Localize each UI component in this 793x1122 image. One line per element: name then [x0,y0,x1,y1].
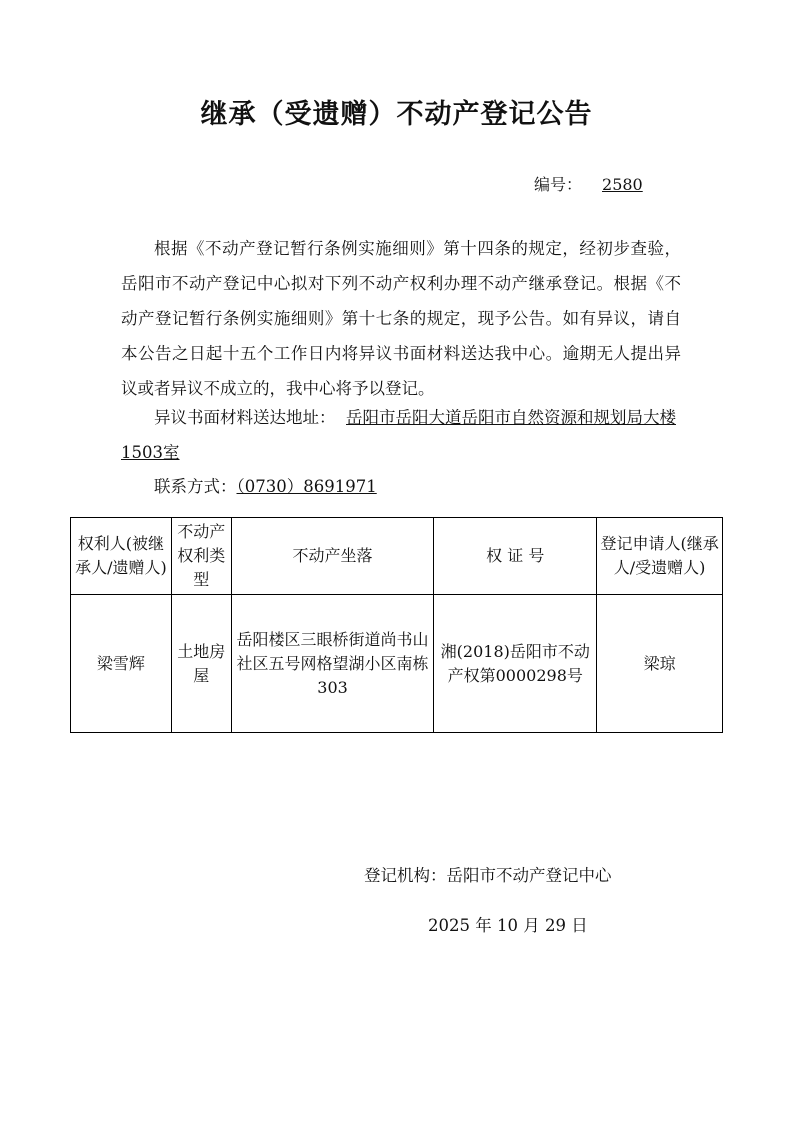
table-row [71,595,723,733]
address-label: 异议书面材料送达地址： [154,408,336,427]
cell-location: 岳阳楼区三眼桥街道尚书山社区五号网格望湖小区南栋303 [231,595,434,733]
notice-title: 继承（受遗赠）不动产登记公告 [200,99,593,130]
header-applicant: 登记申请人(继承人/受遗赠人) [597,518,723,595]
serial-value: 2580 [602,175,643,194]
contact-info [121,469,681,504]
serial-number [534,172,643,195]
contact-label: 联系方式： [154,477,237,496]
serial-label: 编号： [534,175,583,194]
table-header-row [71,518,723,595]
cell-applicant: 梁琼 [597,595,723,733]
header-certificate-number: 权 证 号 [434,518,597,595]
header-right-type: 不动产权利类型 [171,518,231,595]
cell-right-holder: 梁雪辉 [71,595,172,733]
property-table [70,517,723,733]
cell-right-type: 土地房屋 [171,595,231,733]
registration-authority: 登记机构：岳阳市不动产登记中心 [364,866,612,885]
cell-certificate-number: 湘(2018)岳阳市不动产权第0000298号 [434,595,597,733]
notice-date: 2025 年 10 月 29 日 [428,916,588,935]
contact-value: （0730）8691971 [236,477,377,496]
header-right-holder: 权利人(被继承人/遗赠人) [71,518,172,595]
notice-paragraph: 根据《不动产登记暂行条例实施细则》第十四条的规定，经初步查验，岳阳市不动产登记中心拟对下列不动产权利办理不动产继承登记。根据《不动产登记暂行条例实施细则》第十七条的规定，现予公告。如有异议，请自本公告之日起十五个工作日内将异议书面材料送达我中心。逾期无人提出异议或者异议不成立的，我中心将予以登记。 [121,239,681,398]
header-location: 不动产坐落 [231,518,434,595]
address-value: 岳阳市岳阳大道岳阳市自然资源和规划局大楼1503室 [121,408,676,462]
objection-address [121,400,681,470]
